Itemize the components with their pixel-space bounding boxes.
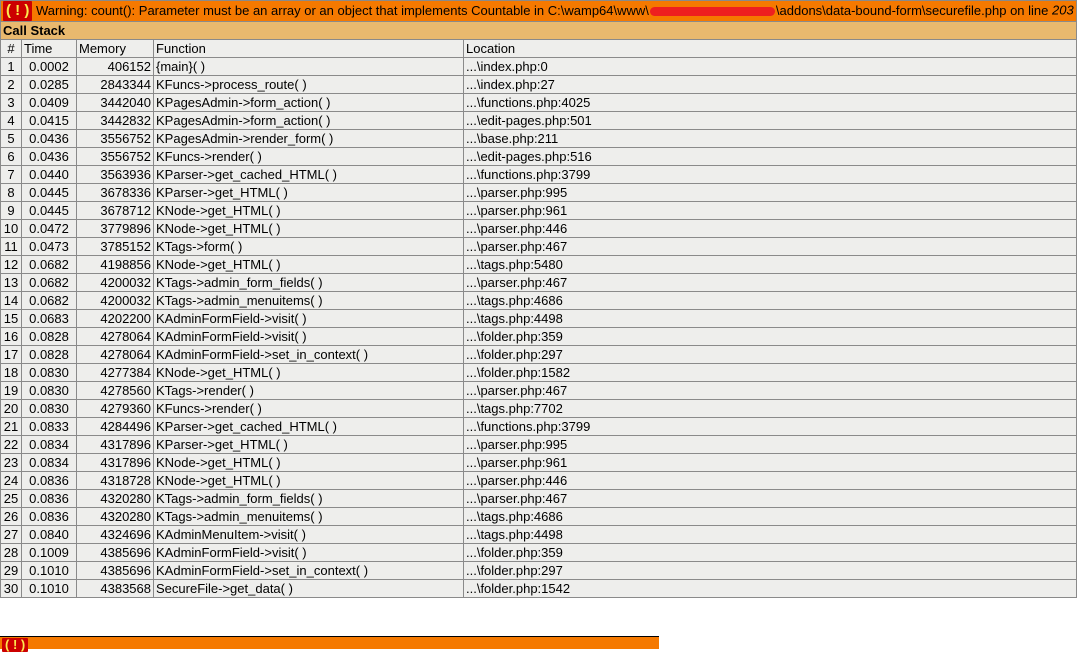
frame-location: ...\tags.php:4498 <box>464 526 1077 544</box>
frame-location: ...\index.php:27 <box>464 76 1077 94</box>
frame-number: 9 <box>1 202 22 220</box>
table-row <box>1 220 1077 238</box>
frame-location: ...\tags.php:4686 <box>464 292 1077 310</box>
frame-memory: 4200032 <box>77 292 154 310</box>
frame-time: 0.0682 <box>22 292 77 310</box>
frame-time: 0.1010 <box>22 562 77 580</box>
frame-number: 7 <box>1 166 22 184</box>
frame-location: ...\folder.php:1582 <box>464 364 1077 382</box>
table-row <box>1 58 1077 76</box>
frame-number: 1 <box>1 58 22 76</box>
frame-number: 26 <box>1 508 22 526</box>
frame-memory: 3678336 <box>77 184 154 202</box>
frame-location: ...\functions.php:4025 <box>464 94 1077 112</box>
frame-location: ...\functions.php:3799 <box>464 418 1077 436</box>
frame-time: 0.0836 <box>22 472 77 490</box>
table-row <box>1 382 1077 400</box>
frame-location: ...\parser.php:446 <box>464 472 1077 490</box>
frame-time: 0.0836 <box>22 490 77 508</box>
frame-number: 20 <box>1 400 22 418</box>
frame-number: 24 <box>1 472 22 490</box>
frame-location: ...\edit-pages.php:516 <box>464 148 1077 166</box>
frame-number: 3 <box>1 94 22 112</box>
table-row <box>1 454 1077 472</box>
frame-memory: 4320280 <box>77 508 154 526</box>
frame-number: 29 <box>1 562 22 580</box>
frame-location: ...\tags.php:4498 <box>464 310 1077 328</box>
table-row <box>1 400 1077 418</box>
frame-time: 0.0409 <box>22 94 77 112</box>
frame-number: 21 <box>1 418 22 436</box>
frame-location: ...\folder.php:1542 <box>464 580 1077 598</box>
frame-memory: 3779896 <box>77 220 154 238</box>
column-header-row <box>1 40 1077 58</box>
column-header-num: # <box>1 40 22 58</box>
frame-location: ...\folder.php:359 <box>464 544 1077 562</box>
frame-memory: 3785152 <box>77 238 154 256</box>
frame-function: KNode->get_HTML( ) <box>154 256 464 274</box>
frame-memory: 4385696 <box>77 562 154 580</box>
frame-number: 18 <box>1 364 22 382</box>
table-row <box>1 256 1077 274</box>
frame-function: KAdminFormField->set_in_context( ) <box>154 346 464 364</box>
frame-time: 0.0830 <box>22 400 77 418</box>
frame-time: 0.0436 <box>22 148 77 166</box>
frame-location: ...\folder.php:297 <box>464 346 1077 364</box>
frame-function: KNode->get_HTML( ) <box>154 220 464 238</box>
frame-number: 14 <box>1 292 22 310</box>
table-row <box>1 580 1077 598</box>
frame-location: ...\parser.php:467 <box>464 490 1077 508</box>
frame-function: KTags->form( ) <box>154 238 464 256</box>
frame-number: 27 <box>1 526 22 544</box>
frame-number: 30 <box>1 580 22 598</box>
frame-function: KPagesAdmin->form_action( ) <box>154 94 464 112</box>
frame-function: KAdminFormField->visit( ) <box>154 310 464 328</box>
table-row <box>1 166 1077 184</box>
frame-number: 6 <box>1 148 22 166</box>
frame-function: KParser->get_cached_HTML( ) <box>154 166 464 184</box>
frame-memory: 4198856 <box>77 256 154 274</box>
frame-function: KNode->get_HTML( ) <box>154 202 464 220</box>
warning-text-end: \addons\data-bound-form\securefile.php on line <box>775 3 1052 18</box>
frame-function: KNode->get_HTML( ) <box>154 454 464 472</box>
table-row <box>1 292 1077 310</box>
table-row <box>1 418 1077 436</box>
table-row <box>1 202 1077 220</box>
next-warning-icon: ( ! ) <box>2 638 28 652</box>
warning-row <box>1 1 1077 22</box>
frame-memory: 4278064 <box>77 328 154 346</box>
table-row <box>1 274 1077 292</box>
frame-number: 8 <box>1 184 22 202</box>
frame-number: 25 <box>1 490 22 508</box>
table-row <box>1 94 1077 112</box>
frame-function: KTags->admin_menuitems( ) <box>154 292 464 310</box>
frame-time: 0.0415 <box>22 112 77 130</box>
frame-memory: 3563936 <box>77 166 154 184</box>
frame-location: ...\tags.php:5480 <box>464 256 1077 274</box>
frame-memory: 4324696 <box>77 526 154 544</box>
table-row <box>1 310 1077 328</box>
frame-memory: 4284496 <box>77 418 154 436</box>
redacted-path <box>650 7 775 16</box>
frame-number: 16 <box>1 328 22 346</box>
frame-function: KPagesAdmin->render_form( ) <box>154 130 464 148</box>
frame-function: KTags->admin_menuitems( ) <box>154 508 464 526</box>
table-row <box>1 562 1077 580</box>
table-row <box>1 490 1077 508</box>
frame-function: KFuncs->process_route( ) <box>154 76 464 94</box>
frame-number: 23 <box>1 454 22 472</box>
frame-time: 0.0472 <box>22 220 77 238</box>
frame-memory: 4318728 <box>77 472 154 490</box>
frame-location: ...\parser.php:961 <box>464 454 1077 472</box>
frame-function: KParser->get_HTML( ) <box>154 184 464 202</box>
frame-function: KFuncs->render( ) <box>154 148 464 166</box>
frame-number: 10 <box>1 220 22 238</box>
frame-number: 17 <box>1 346 22 364</box>
frame-location: ...\edit-pages.php:501 <box>464 112 1077 130</box>
table-row <box>1 526 1077 544</box>
frame-function: KAdminMenuItem->visit( ) <box>154 526 464 544</box>
frame-function: KFuncs->render( ) <box>154 400 464 418</box>
frame-location: ...\parser.php:961 <box>464 202 1077 220</box>
table-row <box>1 112 1077 130</box>
frame-time: 0.1009 <box>22 544 77 562</box>
frame-time: 0.0830 <box>22 382 77 400</box>
frame-time: 0.0436 <box>22 130 77 148</box>
frame-function: SecureFile->get_data( ) <box>154 580 464 598</box>
frame-number: 13 <box>1 274 22 292</box>
frame-memory: 4317896 <box>77 436 154 454</box>
warning-icon: ( ! ) <box>3 1 32 21</box>
frame-memory: 4385696 <box>77 544 154 562</box>
warning-text-start: Warning: count(): Parameter must be an array or an object that implements Countable in C:\wamp64\www\ <box>35 3 649 18</box>
frame-function: KNode->get_HTML( ) <box>154 364 464 382</box>
frame-function: KPagesAdmin->form_action( ) <box>154 112 464 130</box>
frame-time: 0.0833 <box>22 418 77 436</box>
frame-location: ...\parser.php:446 <box>464 220 1077 238</box>
frame-location: ...\parser.php:995 <box>464 184 1077 202</box>
frame-number: 12 <box>1 256 22 274</box>
column-header-time: Time <box>22 40 77 58</box>
table-row <box>1 544 1077 562</box>
frame-location: ...\base.php:211 <box>464 130 1077 148</box>
frame-location: ...\tags.php:4686 <box>464 508 1077 526</box>
frame-function: KTags->admin_form_fields( ) <box>154 274 464 292</box>
next-warning-bar <box>0 636 659 652</box>
table-row <box>1 436 1077 454</box>
frame-location: ...\index.php:0 <box>464 58 1077 76</box>
table-row <box>1 346 1077 364</box>
call-stack-frames <box>1 58 1077 598</box>
frame-time: 0.0683 <box>22 310 77 328</box>
frame-memory: 3556752 <box>77 130 154 148</box>
table-row <box>1 184 1077 202</box>
frame-time: 0.0830 <box>22 364 77 382</box>
frame-memory: 3442040 <box>77 94 154 112</box>
frame-time: 0.1010 <box>22 580 77 598</box>
frame-number: 2 <box>1 76 22 94</box>
frame-location: ...\functions.php:3799 <box>464 166 1077 184</box>
column-header-location: Location <box>464 40 1077 58</box>
frame-function: KTags->admin_form_fields( ) <box>154 490 464 508</box>
frame-location: ...\tags.php:7702 <box>464 400 1077 418</box>
frame-memory: 3556752 <box>77 148 154 166</box>
frame-time: 0.0834 <box>22 436 77 454</box>
frame-memory: 4202200 <box>77 310 154 328</box>
frame-number: 4 <box>1 112 22 130</box>
table-row <box>1 76 1077 94</box>
frame-time: 0.0840 <box>22 526 77 544</box>
table-row <box>1 238 1077 256</box>
frame-location: ...\parser.php:995 <box>464 436 1077 454</box>
frame-time: 0.0445 <box>22 202 77 220</box>
frame-time: 0.0828 <box>22 328 77 346</box>
frame-function: KAdminFormField->set_in_context( ) <box>154 562 464 580</box>
call-stack-title: Call Stack <box>1 22 1077 40</box>
table-row <box>1 472 1077 490</box>
table-row <box>1 328 1077 346</box>
frame-memory: 4200032 <box>77 274 154 292</box>
warning-message <box>1 1 1077 22</box>
frame-time: 0.0834 <box>22 454 77 472</box>
frame-number: 28 <box>1 544 22 562</box>
warning-line-number: 203 <box>1052 2 1074 18</box>
frame-memory: 406152 <box>77 58 154 76</box>
frame-time: 0.0440 <box>22 166 77 184</box>
frame-function: {main}( ) <box>154 58 464 76</box>
column-header-memory: Memory <box>77 40 154 58</box>
call-stack-title-row <box>1 22 1077 40</box>
frame-time: 0.0473 <box>22 238 77 256</box>
frame-location: ...\folder.php:359 <box>464 328 1077 346</box>
frame-location: ...\parser.php:467 <box>464 382 1077 400</box>
frame-memory: 4317896 <box>77 454 154 472</box>
frame-memory: 3442832 <box>77 112 154 130</box>
frame-time: 0.0828 <box>22 346 77 364</box>
frame-location: ...\parser.php:467 <box>464 238 1077 256</box>
table-row <box>1 508 1077 526</box>
frame-memory: 4320280 <box>77 490 154 508</box>
frame-time: 0.0445 <box>22 184 77 202</box>
table-row <box>1 364 1077 382</box>
frame-function: KParser->get_HTML( ) <box>154 436 464 454</box>
frame-memory: 4383568 <box>77 580 154 598</box>
frame-location: ...\folder.php:297 <box>464 562 1077 580</box>
frame-memory: 4278560 <box>77 382 154 400</box>
frame-number: 19 <box>1 382 22 400</box>
table-row <box>1 148 1077 166</box>
frame-function: KNode->get_HTML( ) <box>154 472 464 490</box>
frame-time: 0.0285 <box>22 76 77 94</box>
frame-memory: 4279360 <box>77 400 154 418</box>
frame-number: 15 <box>1 310 22 328</box>
frame-time: 0.0836 <box>22 508 77 526</box>
frame-memory: 3678712 <box>77 202 154 220</box>
frame-function: KAdminFormField->visit( ) <box>154 544 464 562</box>
frame-function: KAdminFormField->visit( ) <box>154 328 464 346</box>
table-row <box>1 130 1077 148</box>
frame-number: 11 <box>1 238 22 256</box>
frame-number: 22 <box>1 436 22 454</box>
frame-memory: 2843344 <box>77 76 154 94</box>
frame-memory: 4277384 <box>77 364 154 382</box>
column-header-function: Function <box>154 40 464 58</box>
frame-time: 0.0682 <box>22 256 77 274</box>
frame-location: ...\parser.php:467 <box>464 274 1077 292</box>
frame-function: KParser->get_cached_HTML( ) <box>154 418 464 436</box>
frame-time: 0.0002 <box>22 58 77 76</box>
frame-number: 5 <box>1 130 22 148</box>
frame-memory: 4278064 <box>77 346 154 364</box>
frame-time: 0.0682 <box>22 274 77 292</box>
frame-function: KTags->render( ) <box>154 382 464 400</box>
